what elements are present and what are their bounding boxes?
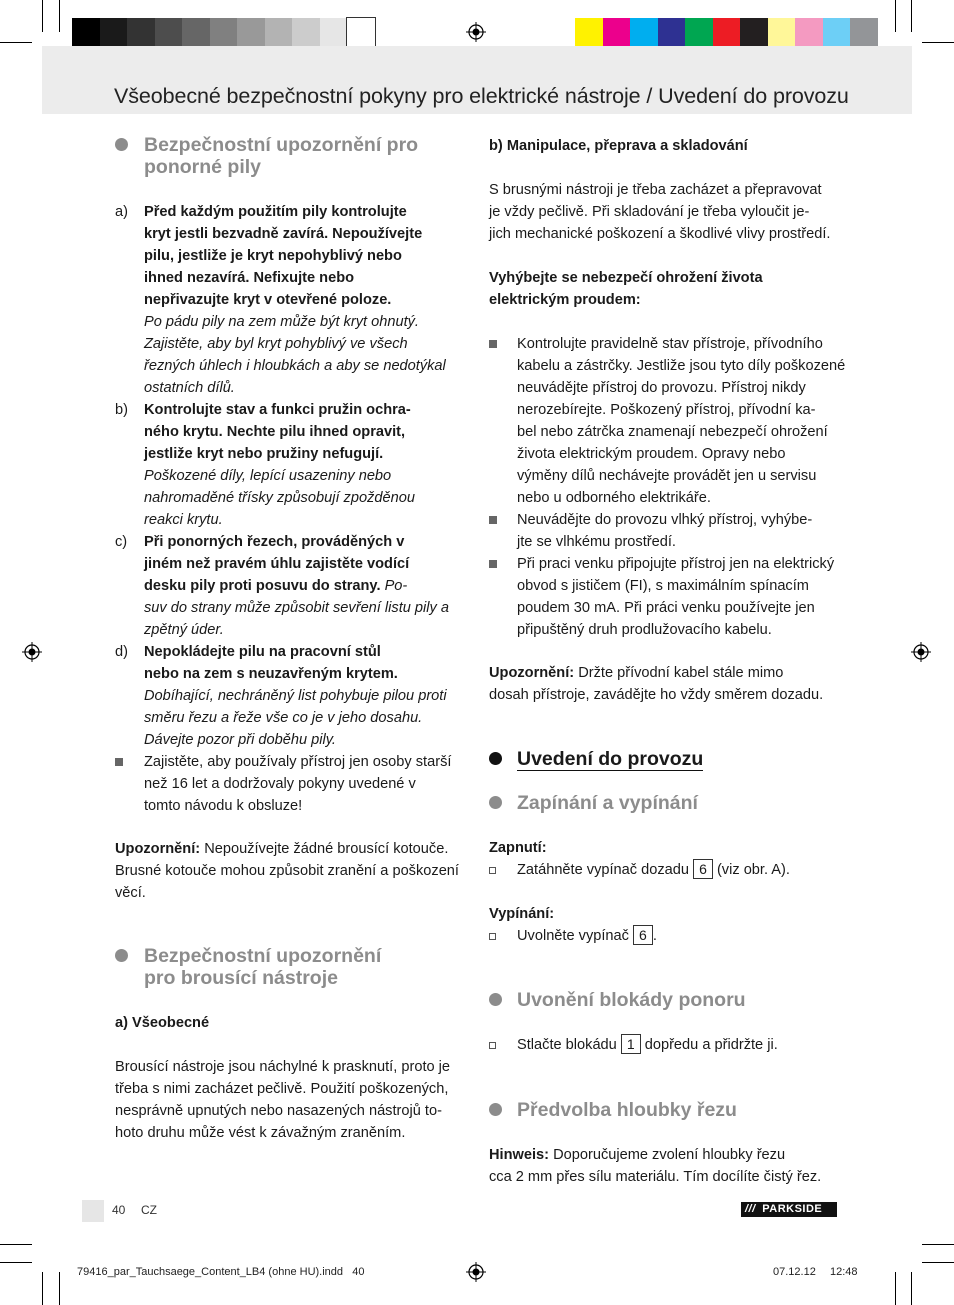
hint-label: Hinweis: bbox=[489, 1147, 550, 1163]
item-d-bold: nebo na zem s neuzavřeným krytem. bbox=[144, 666, 398, 682]
bullet-text: poudem 30 mA. Při práci venku používejte jen bbox=[517, 600, 815, 616]
list-label: a) bbox=[115, 204, 128, 220]
grayscale-swatch bbox=[182, 18, 210, 46]
section-heading-grinding-tools bbox=[144, 945, 381, 989]
section-heading-plunge-release: Uvonění blokády ponoru bbox=[517, 989, 746, 1011]
language-code: CZ bbox=[141, 1203, 157, 1217]
grayscale-swatch bbox=[292, 18, 320, 46]
item-b-italic: nahromaděné třísky způsobují zpožděnou bbox=[144, 490, 415, 506]
list-label: b) bbox=[115, 402, 128, 418]
square-bullet-icon bbox=[489, 560, 497, 568]
print-time: 12:48 bbox=[830, 1266, 858, 1278]
process-color-swatch bbox=[685, 18, 713, 46]
bullet-text: než 16 let a dodržovaly pokyny uvedené v bbox=[144, 776, 416, 792]
item-c-bold: Při ponorných řezech, prováděných v bbox=[144, 534, 405, 550]
item-d-italic: Dávejte pozor při doběhu pily. bbox=[144, 732, 336, 748]
release-step bbox=[517, 1034, 778, 1056]
paragraph-line: jich mechanické poškození a škodlivé vlivy prostředí. bbox=[489, 226, 831, 242]
process-color-swatch bbox=[630, 18, 658, 46]
process-color-swatch bbox=[768, 18, 796, 46]
registration-mark-icon bbox=[22, 642, 42, 662]
warning-bold: Vyhýbejte se nebezpečí ohrožení života bbox=[489, 270, 763, 286]
bullet-text: Při praci venku připojujte přístroj jen na elektrický bbox=[517, 556, 835, 572]
item-a-bold: Před každým použitím pily kontrolujte bbox=[144, 204, 407, 220]
registration-mark-icon bbox=[466, 1262, 486, 1282]
section-heading-cut-depth: Předvolba hloubky řezu bbox=[517, 1099, 737, 1121]
section-bullet-icon bbox=[489, 1103, 502, 1116]
grayscale-swatch bbox=[72, 18, 100, 46]
process-color-swatch bbox=[740, 18, 768, 46]
paragraph-line: S brusnými nástroji je třeba zacházet a přepravovat bbox=[489, 182, 822, 198]
paragraph-line: třeba s nimi zacházet pečlivě. Použití poškozených, bbox=[115, 1081, 449, 1097]
note-line bbox=[115, 838, 448, 860]
item-a-italic: ostatních dílů. bbox=[144, 380, 235, 396]
grayscale-swatch bbox=[320, 18, 348, 46]
note-text: Brusné kotouče mohou způsobit zranění a poškození bbox=[115, 863, 459, 879]
bullet-text: jte se vlhkému prostředí. bbox=[517, 534, 676, 550]
item-d-bold: Nepokládejte pilu na pracovní stůl bbox=[144, 644, 381, 660]
item-d-italic: směru řezu a řeže vše co je v jeho dosahu. bbox=[144, 710, 423, 726]
section-bullet-icon bbox=[489, 796, 502, 809]
list-label: d) bbox=[115, 644, 128, 660]
item-a-italic: řezných úhlech i hloubkách a aby se nedotýkal bbox=[144, 358, 446, 374]
section-heading-start-up: Uvedení do provozu bbox=[517, 748, 704, 770]
square-bullet-icon bbox=[489, 340, 497, 348]
section-bullet-icon bbox=[489, 752, 502, 765]
step-checkbox-icon bbox=[489, 867, 496, 874]
print-file-info: 79416_par_Tauchsaege_Content_LB4 (ohne HU).indd 40 bbox=[77, 1266, 365, 1278]
item-a-italic: Zajistěte, aby byl kryt pohyblivý ve všech bbox=[144, 336, 408, 352]
step-checkbox-icon bbox=[489, 933, 496, 940]
step-text: dopředu a přidržte ji. bbox=[644, 1037, 778, 1053]
process-color-swatch bbox=[658, 18, 686, 46]
process-color-swatch bbox=[823, 18, 851, 46]
part-ref-box: 6 bbox=[693, 859, 713, 879]
subheading-handling: b) Manipulace, přeprava a skladování bbox=[489, 138, 748, 154]
grayscale-swatch bbox=[347, 18, 375, 46]
subheading-general: a) Všeobecné bbox=[115, 1015, 210, 1031]
section-heading-on-off: Zapínání a vypínání bbox=[517, 792, 698, 814]
step-text: Zatáhněte vypínač dozadu bbox=[517, 862, 690, 878]
page-title: Všeobecné bezpečnostní pokyny pro elektrické nástroje / Uvedení do provozu bbox=[114, 84, 849, 108]
hint-line bbox=[489, 1144, 785, 1166]
switch-off-step bbox=[517, 925, 657, 947]
item-d-italic: Dobíhající, nechráněný list pohybuje pilou proti bbox=[144, 688, 447, 704]
note-text: dosah přístroje, zavádějte ho vždy směrem dozadu. bbox=[489, 687, 824, 703]
bullet-text: neuvádějte přístroj do provozu. Přístroj nikdy bbox=[517, 380, 806, 396]
item-c-italic: zpětný úder. bbox=[144, 622, 224, 638]
process-color-swatch bbox=[850, 18, 878, 46]
note-label: Upozornění: bbox=[115, 841, 201, 857]
paragraph-line: hoto druhu může vést k závažným zraněním. bbox=[115, 1125, 406, 1141]
hint-text: cca 2 mm přes sílu materiálu. Tím docílíte čistý řez. bbox=[489, 1169, 822, 1185]
bullet-text: Zajistěte, aby používaly přístroj jen osoby starší bbox=[144, 754, 452, 770]
item-a-bold: nepřivazujte kryt v otevřené poloze. bbox=[144, 292, 392, 308]
square-bullet-icon bbox=[489, 516, 497, 524]
item-c-bold: jiném než pravém úhlu zajistěte vodící bbox=[144, 556, 410, 572]
item-b-italic: reakci krytu. bbox=[144, 512, 223, 528]
bullet-text: života elektrickým proudem. Opravy nebo bbox=[517, 446, 786, 462]
grayscale-swatch bbox=[155, 18, 183, 46]
step-text: Uvolněte vypínač bbox=[517, 928, 629, 944]
item-c-italic: suv do strany může způsobit sevření listu pily a bbox=[144, 600, 449, 616]
item-a-bold: ihned nezavírá. Nefixujte nebo bbox=[144, 270, 355, 286]
paragraph-line: Brousící nástroje jsou náchylné k prasknutí, proto je bbox=[115, 1059, 451, 1075]
step-text: . bbox=[652, 928, 657, 944]
brand-name: PARKSIDE bbox=[762, 1203, 823, 1215]
note-text: Držte přívodní kabel stále mimo bbox=[578, 665, 784, 681]
registration-mark-icon bbox=[466, 22, 486, 42]
item-a-bold: pilu, jestliže je kryt nepohyblivý nebo bbox=[144, 248, 402, 264]
footer-tab bbox=[82, 1200, 104, 1222]
step-text: (viz obr. A). bbox=[716, 862, 790, 878]
logo-stripes-icon: /// bbox=[745, 1203, 756, 1215]
bullet-text: Kontrolujte pravidelně stav přístroje, přívodního bbox=[517, 336, 823, 352]
item-a-italic: Po pádu pily na zem může být kryt ohnutý. bbox=[144, 314, 419, 330]
section-bullet-icon bbox=[115, 949, 128, 962]
note-text: Nepoužívejte žádné brousící kotouče. bbox=[204, 841, 449, 857]
heading-line: Bezpečnostní upozornění bbox=[144, 945, 382, 967]
step-checkbox-icon bbox=[489, 1042, 496, 1049]
bullet-text: kabelu a zástrčky. Jestliže jsou tyto díly poškozené bbox=[517, 358, 846, 374]
process-color-swatch bbox=[795, 18, 823, 46]
note-line bbox=[489, 662, 783, 684]
item-b-italic: Poškozené díly, lepící usazeniny nebo bbox=[144, 468, 392, 484]
step-text: Stlačte blokádu bbox=[517, 1037, 617, 1053]
paragraph-line: nesprávně upnutých nebo nasazených nástrojů to- bbox=[115, 1103, 442, 1119]
section-bullet-icon bbox=[115, 138, 128, 151]
hint-text: Doporučujeme zvolení hloubky řezu bbox=[553, 1147, 786, 1163]
bullet-text: obvod s jističem (FI), s maximálním spínacím bbox=[517, 578, 809, 594]
switch-off-label: Vypínání: bbox=[489, 906, 555, 922]
bullet-text: nerozebírejte. Poškozený přístroj, přívodní ka- bbox=[517, 402, 816, 418]
part-ref-box: 1 bbox=[621, 1034, 641, 1054]
process-color-swatch bbox=[575, 18, 603, 46]
page-number: 40 bbox=[112, 1203, 126, 1217]
bullet-text: nebo u odborného elektrikáře. bbox=[517, 490, 711, 506]
bullet-text: bel nebo zátrčka znamenají nebezpečí ohrožení bbox=[517, 424, 828, 440]
heading-line: ponorné pily bbox=[144, 156, 261, 178]
item-b-bold: Kontrolujte stav a funkci pružin ochra- bbox=[144, 402, 411, 418]
item-c-bold: desku pily proti posuvu do strany. bbox=[144, 578, 381, 594]
print-date: 07.12.12 bbox=[773, 1266, 816, 1278]
item-c-italic: Po- bbox=[384, 578, 408, 594]
bullet-text: tomto návodu k obsluze! bbox=[144, 798, 303, 814]
grayscale-swatch bbox=[127, 18, 155, 46]
note-text: věcí. bbox=[115, 885, 146, 901]
grayscale-swatch bbox=[100, 18, 128, 46]
note-label: Upozornění: bbox=[489, 665, 575, 681]
switch-on-step bbox=[517, 859, 790, 881]
item-b-bold: jestliže kryt nebo pružiny nefugují. bbox=[144, 446, 384, 462]
part-ref-box: 6 bbox=[633, 925, 653, 945]
process-color-swatch bbox=[713, 18, 741, 46]
square-bullet-icon bbox=[115, 758, 123, 766]
process-color-swatch bbox=[603, 18, 631, 46]
heading-line: Bezpečnostní upozornění pro bbox=[144, 134, 419, 156]
grayscale-swatch bbox=[210, 18, 238, 46]
grayscale-swatch bbox=[237, 18, 265, 46]
list-label: c) bbox=[115, 534, 128, 550]
heading-line: pro brousící nástroje bbox=[144, 967, 338, 989]
grayscale-swatch bbox=[265, 18, 293, 46]
section-heading-saw-safety bbox=[144, 134, 418, 178]
bullet-text: připuštěný druh prodlužovacího kabelu. bbox=[517, 622, 772, 638]
item-c-mixed-line bbox=[144, 575, 407, 597]
item-a-bold: kryt jestli bezvadně zavírá. Nepoužívejte bbox=[144, 226, 423, 242]
paragraph-line: je vždy pečlivě. Při skladování je třeba vyloučit je- bbox=[489, 204, 810, 220]
registration-mark-icon bbox=[911, 642, 931, 662]
brand-logo bbox=[741, 1202, 837, 1217]
switch-on-label: Zapnutí: bbox=[489, 840, 547, 856]
warning-bold: elektrickým proudem: bbox=[489, 292, 641, 308]
bullet-text: výměny dílů nechávejte provádět jen u servisu bbox=[517, 468, 817, 484]
item-b-bold: ného krytu. Nechte pilu ihned opravit, bbox=[144, 424, 406, 440]
section-bullet-icon bbox=[489, 993, 502, 1006]
bullet-text: Neuvádějte do provozu vlhký přístroj, vyhýbe- bbox=[517, 512, 813, 528]
